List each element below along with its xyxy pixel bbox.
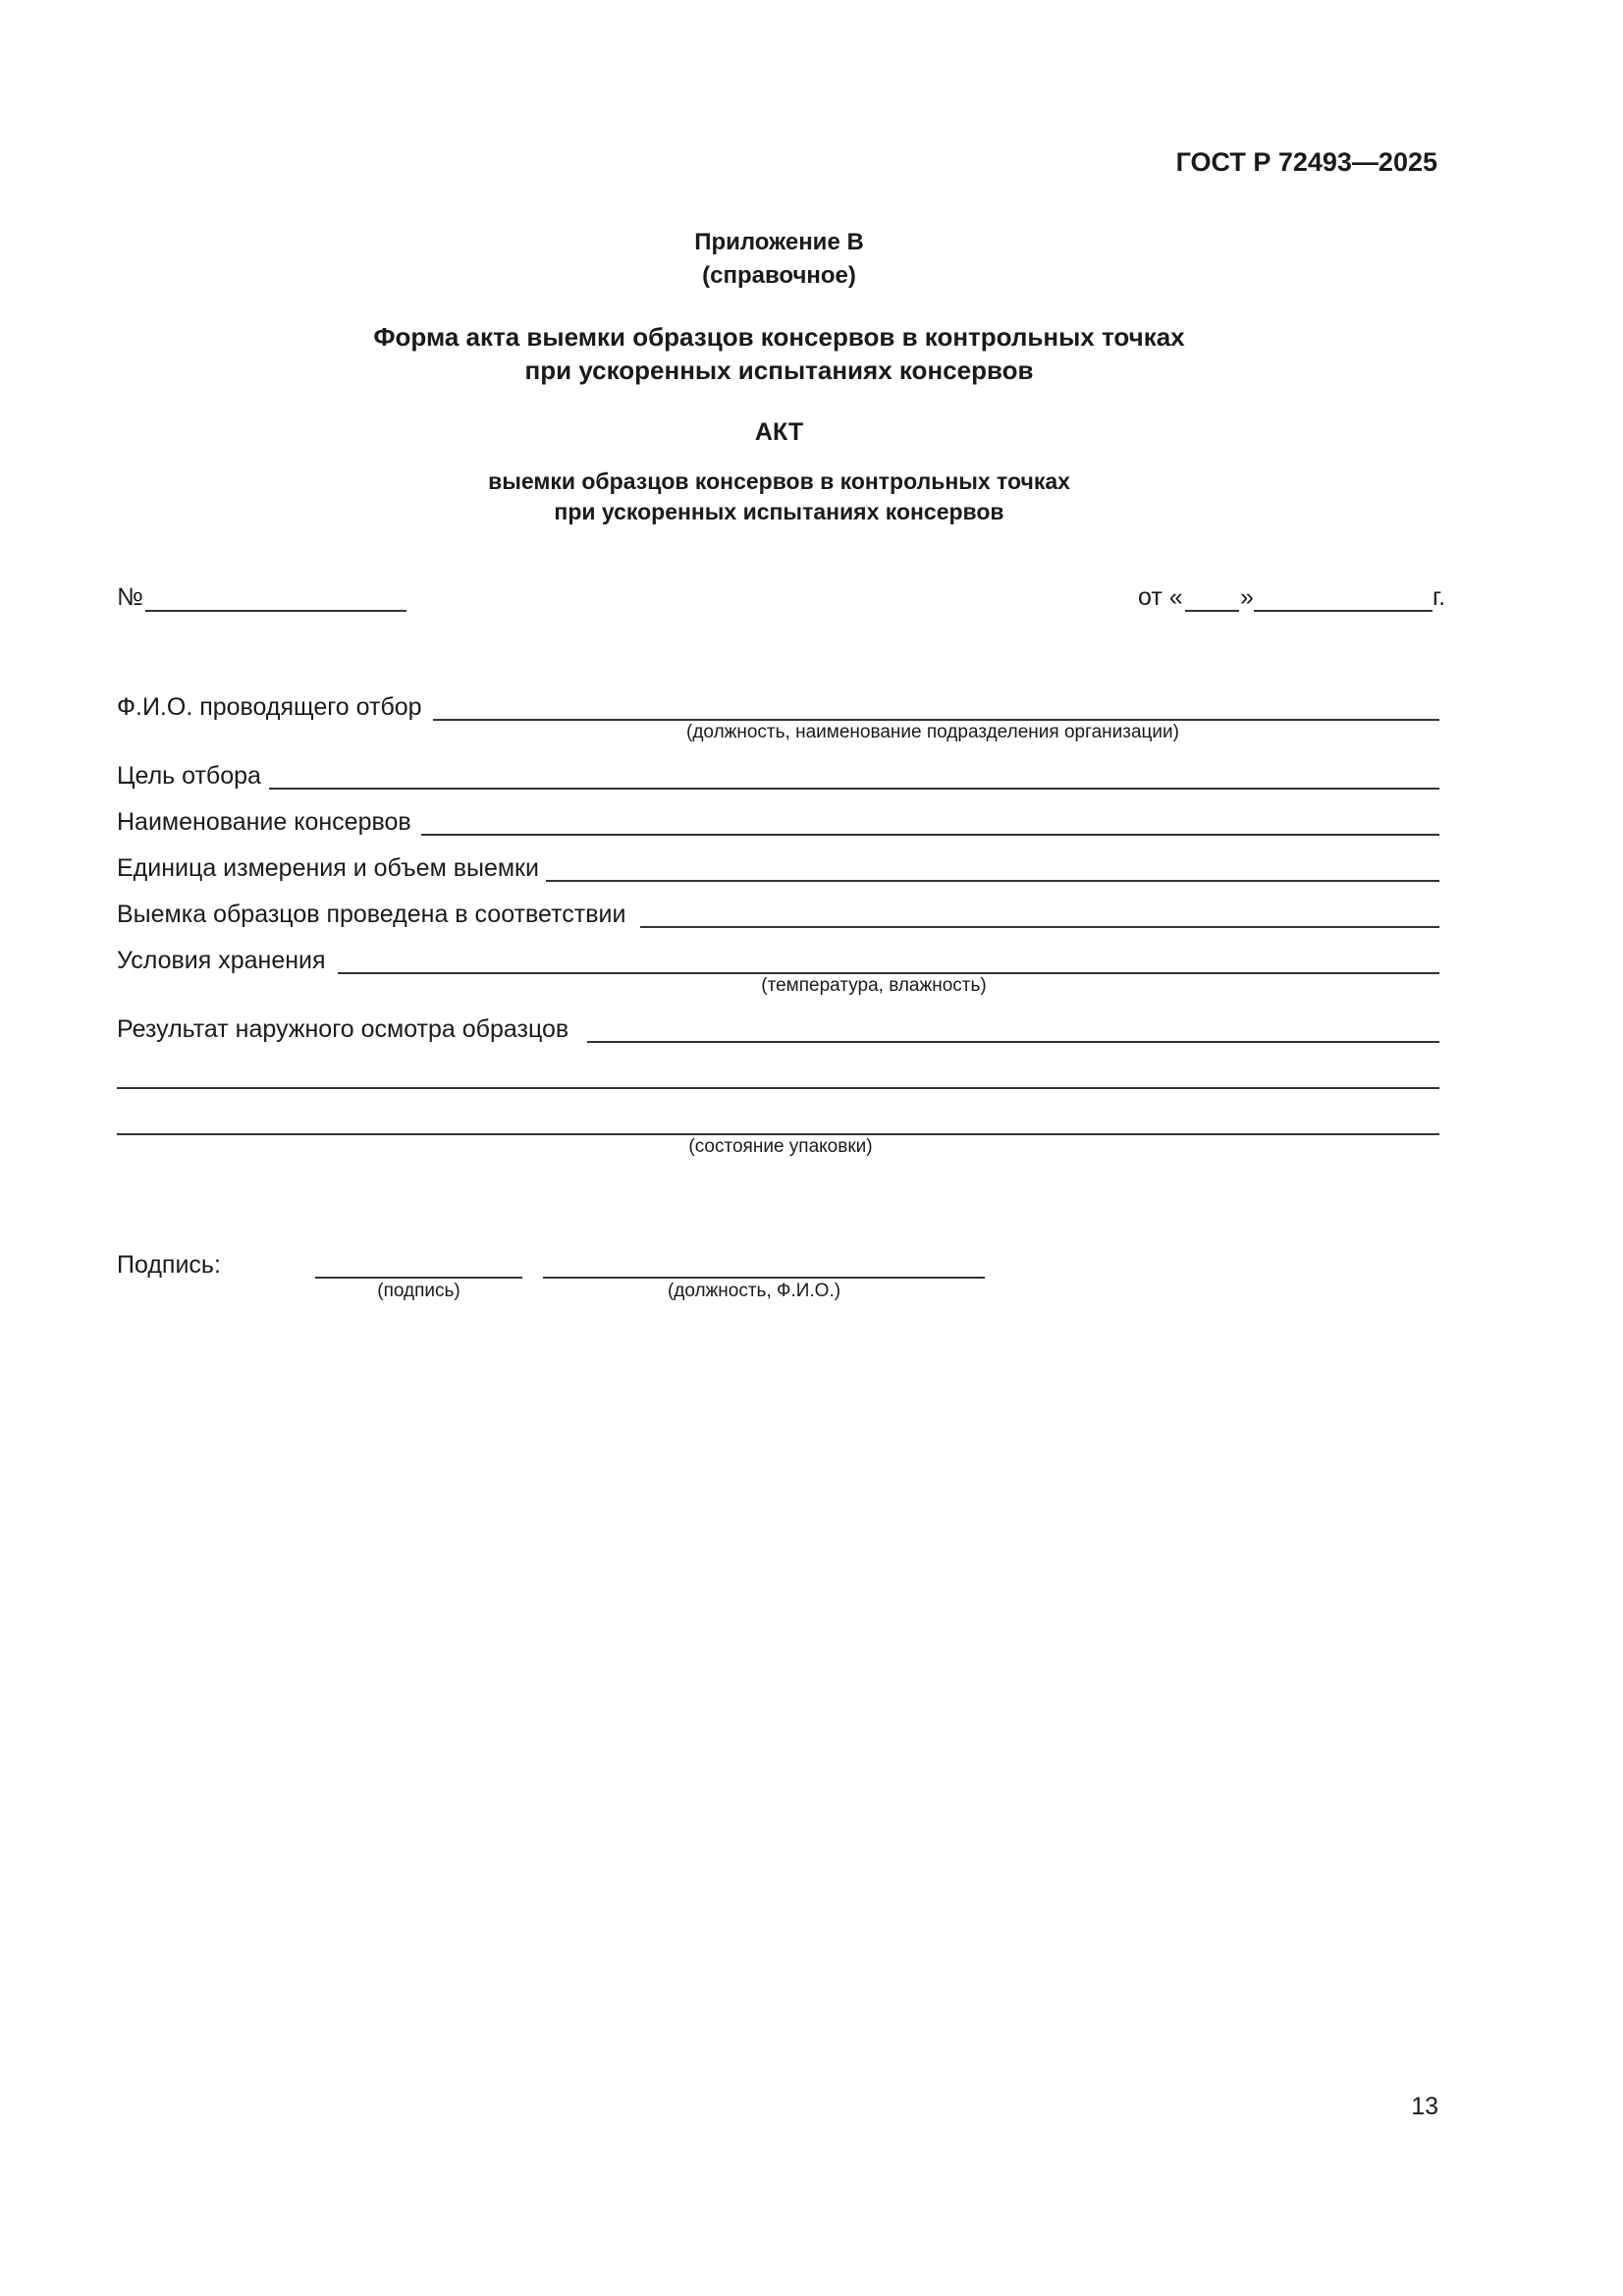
act-number-line[interactable]	[145, 610, 406, 612]
document-standard-number: ГОСТ Р 72493—2025	[1175, 147, 1437, 177]
purpose-line[interactable]	[269, 788, 1439, 790]
signature-line[interactable]	[315, 1277, 522, 1279]
date-day-line[interactable]	[1185, 610, 1239, 612]
appendix-note: (справочное)	[702, 262, 856, 289]
form-title-line-1: Форма акта выемки образцов консервов в контрольных точках	[373, 322, 1185, 352]
page-number: 13	[1411, 2093, 1438, 2120]
storage-label: Условия хранения	[117, 947, 326, 974]
appendix-title: Приложение В	[694, 229, 864, 255]
storage-line[interactable]	[338, 972, 1439, 974]
date-prefix: от «	[1138, 583, 1183, 611]
unit-volume-label: Единица измерения и объем выемки	[117, 854, 539, 882]
inspection-label: Результат наружного осмотра образцов	[117, 1015, 569, 1043]
date-suffix: г.	[1433, 583, 1446, 611]
date-mid: »	[1240, 583, 1254, 611]
fio-label: Ф.И.О. проводящего отбор	[117, 693, 422, 721]
form-title-line-2: при ускоренных испытаниях консервов	[524, 355, 1034, 385]
position-name-caption: (должность, Ф.И.О.)	[667, 1281, 841, 1301]
act-heading: АКТ	[754, 418, 804, 446]
storage-caption: (температура, влажность)	[761, 975, 987, 996]
date-month-line[interactable]	[1254, 610, 1433, 612]
signature-label: Подпись:	[117, 1251, 221, 1279]
inspection-caption: (состояние упаковки)	[688, 1136, 873, 1157]
position-name-line[interactable]	[543, 1277, 985, 1279]
compliance-line[interactable]	[640, 926, 1439, 928]
fio-caption: (должность, наименование подразделения организации)	[686, 722, 1179, 742]
compliance-label: Выемка образцов проведена в соответствии	[117, 901, 626, 928]
fio-line[interactable]	[433, 719, 1439, 721]
product-name-line[interactable]	[421, 834, 1439, 836]
product-name-label: Наименование консервов	[117, 808, 411, 836]
act-subtitle-line-1: выемки образцов консервов в контрольных точках	[488, 468, 1070, 494]
inspection-line-2[interactable]	[117, 1087, 1439, 1089]
act-subtitle-line-2: при ускоренных испытаниях консервов	[554, 499, 1004, 524]
unit-volume-line[interactable]	[546, 880, 1439, 882]
act-number-label: №	[117, 583, 143, 611]
inspection-line-3[interactable]	[117, 1133, 1439, 1135]
inspection-line-1[interactable]	[587, 1041, 1439, 1043]
signature-caption: (подпись)	[377, 1281, 460, 1301]
purpose-label: Цель отбора	[117, 762, 261, 790]
